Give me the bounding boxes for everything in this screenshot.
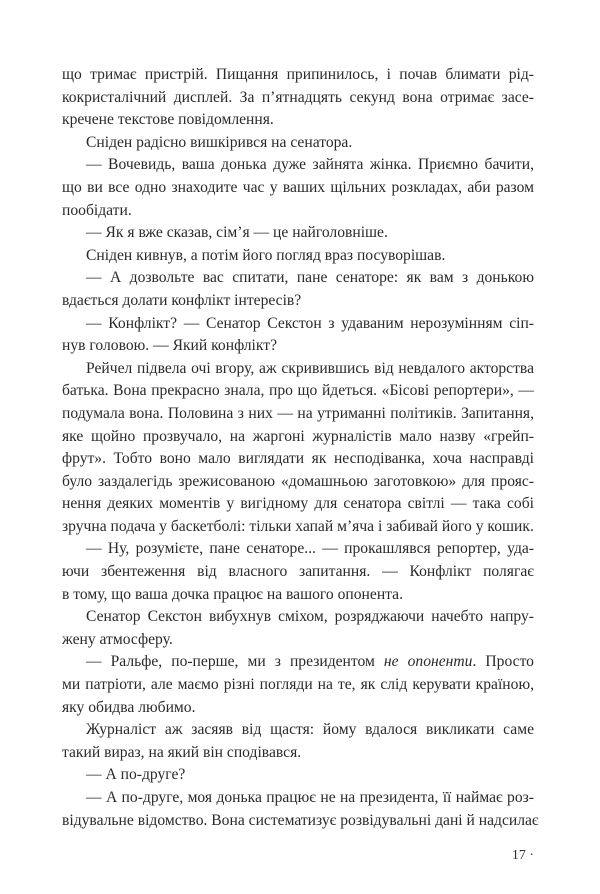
text-line: [62, 222, 534, 245]
text-line: [62, 109, 534, 132]
text-line: [62, 245, 534, 268]
text-line: [62, 651, 534, 674]
text-line: [62, 584, 534, 607]
text-line: [62, 290, 534, 313]
text-line: [62, 64, 534, 87]
line-text: — А по-друге?: [86, 766, 186, 784]
line-text: — А по-друге, моя донька працює не на президента, її наймає роз-: [86, 789, 534, 806]
line-text: Рейчел підвела очі вгору, аж скривившись від невдалого акторства: [86, 359, 534, 377]
line-text: яку обидва любимо.: [62, 698, 196, 716]
line-text: — Ну, розумієте, пане сенаторе... — прокашлявся репортер, уда-: [86, 540, 534, 558]
line-text: що ви все одно знаходите час у ваших щільних розкладах, аби разом: [62, 178, 534, 196]
text-line: [62, 154, 534, 177]
line-text: — А дозвольте вас спитати, пане сенаторе: як вам з донькою: [86, 269, 534, 287]
line-text: — Ральфе, по-перше, ми з президентом: [86, 653, 384, 671]
text-line: [62, 313, 534, 336]
line-text: Сенатор Секстон вибухнув сміхом, розряджаючи начебто напру-: [86, 608, 534, 626]
line-text: зручна подача у баскетболі: тільки хапай м’яча і забивай його у кошик.: [62, 517, 534, 535]
text-line: [62, 674, 534, 697]
line-text: ючи збентеження від власного запитання. — Конфлікт полягає: [62, 563, 534, 581]
text-line: [62, 764, 534, 787]
line-text: яке щойно прозвучало, на жаргоні журналістів мало назву «грейп-: [62, 427, 534, 445]
text-line: [62, 810, 539, 833]
text-line: [62, 426, 534, 449]
line-text: — Вочевидь, ваша донька дуже зайнята жінка. Приємно бачити,: [86, 156, 534, 174]
line-text: жену атмосферу.: [62, 630, 173, 648]
text-line: [62, 335, 534, 358]
line-text: вдається долати конфлікт інтересів?: [62, 291, 302, 309]
line-text: Журналіст аж засяяв від щастя: йому вдалося викликати саме: [86, 721, 534, 739]
text-line: [62, 516, 534, 539]
line-text: пообідати.: [62, 201, 132, 219]
line-text: відувальне відомство. Вона систематизує розвідувальні дані й надсилає: [62, 811, 539, 829]
text-line: [62, 697, 534, 720]
text-line: [62, 629, 534, 652]
text-line: [62, 177, 534, 200]
line-text: ми патріоти, але маємо різні погляди на те, як слід керувати країною,: [62, 676, 534, 694]
line-text: в тому, що ваша дочка працює на вашого опонента.: [62, 585, 403, 603]
text-line: [62, 719, 534, 742]
line-text: такий вираз, на який він сподівався.: [62, 743, 302, 761]
line-text-after: . Просто: [472, 653, 534, 671]
line-text: кокристалічний дисплей. За п’ятнадцять секунд вона отримає засе-: [62, 88, 534, 106]
line-text: було заздалегідь зрежисованою «домашньою заготовкою» для прояс-: [62, 472, 534, 490]
text-line: [62, 448, 534, 471]
text-line: [62, 493, 534, 516]
text-line: [62, 200, 534, 223]
text-line: [62, 606, 534, 629]
page-number: 17 ·: [511, 848, 534, 863]
line-text: що тримає пристрій. Пищання припинилось, і почав блимати рід-: [62, 66, 534, 83]
line-text: — Конфлікт? — Сенатор Секстон з удаваним нерозумінням сіп-: [86, 314, 534, 332]
text-line: [62, 742, 534, 765]
line-text: Сніден радісно вишкірився на сенатора.: [86, 133, 353, 151]
line-text: фрут». Тобто воно мало виглядати як несподіванка, хоча насправді: [62, 450, 534, 468]
line-text: кречене текстове повідомлення.: [62, 111, 274, 129]
text-line: [62, 358, 534, 381]
line-text: Сніден кивнув, а потім його погляд враз посуворішав.: [86, 246, 446, 264]
text-line: [62, 380, 534, 403]
line-text: — Як я вже сказав, сім’я — це найголовніше.: [86, 224, 388, 242]
line-text: нув головою. — Який конфлікт?: [62, 337, 277, 355]
book-page-body: [62, 64, 539, 832]
line-text: нення деяких моментів у вигідному для сенатора світлі — така собі: [62, 495, 534, 513]
text-line: [62, 538, 534, 561]
text-line: [62, 132, 534, 155]
text-line: [62, 403, 534, 426]
text-line: [62, 267, 534, 290]
text-line: [62, 87, 534, 110]
line-text: подумала вона. Половина з них — на утриманні політиків. Запитання,: [62, 404, 534, 422]
text-line: [62, 561, 534, 584]
line-text: батька. Вона прекрасно знала, про що йдеться. «Бісові репортери», —: [62, 382, 534, 400]
text-line: [62, 471, 534, 494]
emphasis-text: не опоненти: [383, 653, 473, 671]
text-line: [62, 787, 534, 810]
